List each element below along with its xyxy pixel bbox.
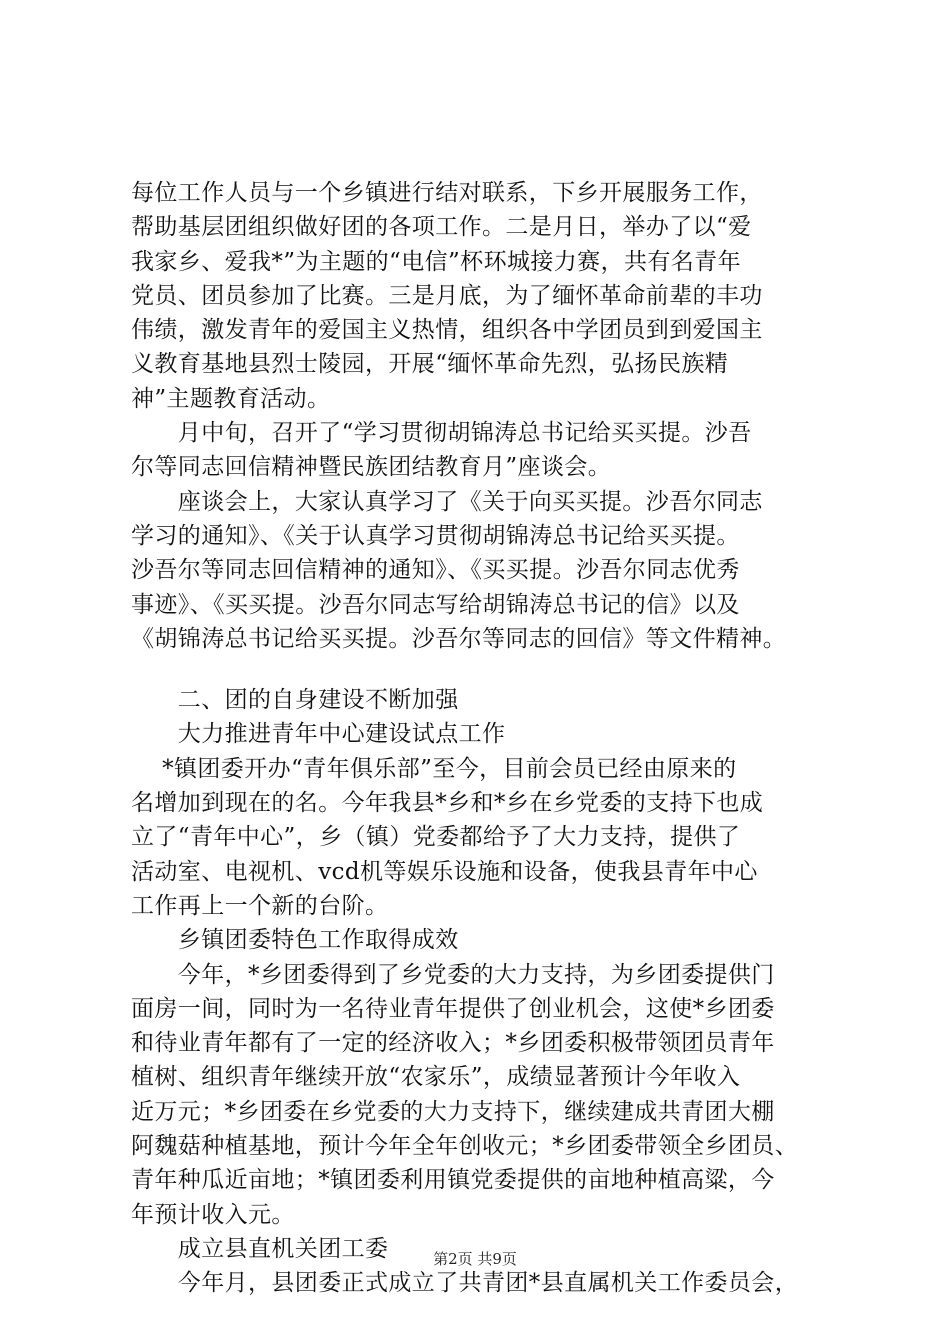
text-line: 学习的通知》、《关于认真学习贯彻胡锦涛总书记给买买提。 [131, 522, 740, 549]
text-line: 伟绩，激发青年的爱国主义热情，组织各中学团员到到爱国主 [131, 317, 763, 344]
page-number-label: 第2页 共9页 [433, 1250, 517, 1268]
document-body [131, 176, 851, 1301]
text-line: 我家乡、爱我*”为主题的“电信”杯环城接力赛，共有名青年 [131, 248, 741, 275]
text-line: 立了“青年中心”，乡（镇）党委都给予了大力支持，提供了 [131, 824, 741, 851]
text-line: 神”主题教育活动。 [131, 385, 331, 412]
text-line: 年预计收入元。 [131, 1201, 295, 1228]
text-line: *镇团委开办“青年俱乐部”至今，目前会员已经由原来的 [131, 755, 737, 782]
text-line: 和待业青年都有了一定的经济收入；*乡团委积极带领团员青年 [131, 1030, 775, 1057]
text-line: 今年，*乡团委得到了乡党委的大力支持，为乡团委提供门 [131, 961, 775, 988]
text-line: 事迹》、《买买提。沙吾尔同志写给胡锦涛总书记的信》以及 [131, 591, 740, 618]
text-line: 面房一间，同时为一名待业青年提供了创业机会，这使*乡团委 [131, 995, 775, 1022]
text-line: 尔等同志回信精神暨民族团结教育月”座谈会。 [131, 454, 612, 481]
text-line: 每位工作人员与一个乡镇进行结对联系，下乡开展服务工作， [131, 180, 763, 206]
text-line: 今年月，县团委正式成立了共青团*县直属机关工作委员会， [131, 1270, 799, 1297]
paragraph-block-1 [131, 176, 851, 656]
page-footer [0, 1248, 950, 1269]
subsection-heading: 大力推进青年中心建设试点工作 [131, 721, 506, 748]
paragraph-block-2 [131, 683, 851, 1300]
text-line: 月中旬，召开了“学习贯彻胡锦涛总书记给买买提。沙吾 [131, 420, 752, 447]
text-line: 沙吾尔等同志回信精神的通知》、《买买提。沙吾尔同志优秀 [131, 557, 740, 584]
text-line: 名增加到现在的名。今年我县*乡和*乡在乡党委的支持下也成 [131, 790, 764, 817]
text-line: 义教育基地县烈士陵园，开展“缅怀革命先烈，弘扬民族精 [131, 351, 729, 378]
subsection-heading: 成立县直机关团工委 [131, 1235, 389, 1262]
section-heading: 二、团的自身建设不断加强 [131, 687, 459, 714]
text-line: 阿魏菇种植基地，预计今年全年创收元；*乡团委带领全乡团员、 [131, 1133, 799, 1160]
text-line: 近万元；*乡团委在乡党委的大力支持下，继续建成共青团大棚 [131, 1098, 775, 1125]
text-line: 《胡锦涛总书记给买买提。沙吾尔等同志的回信》等文件精神。 [131, 625, 787, 652]
text-line: 工作再上一个新的台阶。 [131, 892, 389, 919]
text-line: 座谈会上，大家认真学习了《关于向买买提。沙吾尔同志 [131, 488, 763, 515]
text-line: 帮助基层团组织做好团的各项工作。二是月日，举办了以“爱 [131, 214, 752, 241]
paragraph-gap [131, 656, 851, 683]
text-line: 植树、组织青年继续开放“农家乐”，成绩显著预计今年收入 [131, 1064, 741, 1091]
text-line: 活动室、电视机、vcd机等娱乐设施和设备，使我县青年中心 [131, 858, 758, 885]
text-line: 青年种瓜近亩地；*镇团委利用镇党委提供的亩地种植高粱，今 [131, 1167, 775, 1194]
text-line: 党员、团员参加了比赛。三是月底，为了缅怀革命前辈的丰功 [131, 282, 763, 309]
subsection-heading: 乡镇团委特色工作取得成效 [131, 927, 459, 954]
